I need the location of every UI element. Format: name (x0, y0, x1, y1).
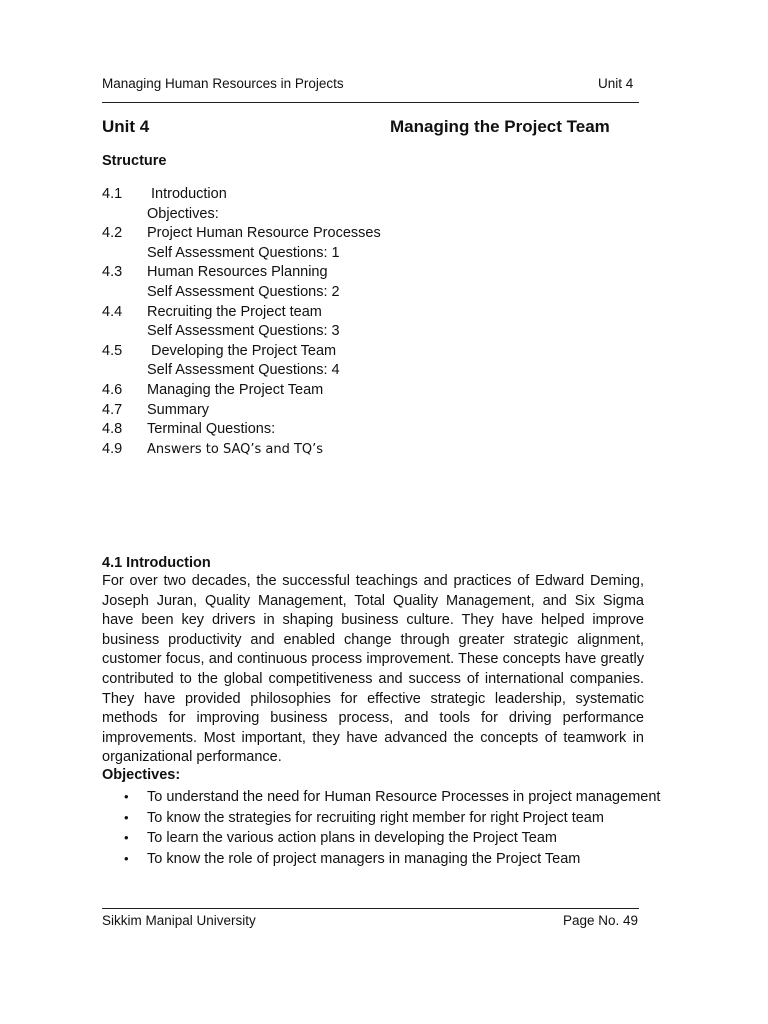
toc-item (102, 224, 622, 244)
toc-number: 4.5 (102, 342, 123, 359)
unit-label: Unit 4 (102, 117, 150, 136)
toc-item (102, 381, 622, 401)
toc-item (102, 401, 622, 421)
footer-university: Sikkim Manipal University (102, 913, 256, 928)
bullet-icon: • (124, 850, 129, 866)
toc-item (102, 185, 622, 205)
toc-item (102, 420, 622, 440)
objective-item (102, 828, 662, 849)
bullet-icon: • (124, 830, 129, 846)
toc-text: Objectives: (147, 205, 219, 222)
objective-text: To understand the need for Human Resource Processes in project management (147, 789, 661, 805)
toc-text: Terminal Questions: (147, 421, 276, 438)
toc-text: Managing the Project Team (147, 381, 324, 398)
objective-text: To know the role of project managers in managing the Project Team (147, 850, 581, 867)
toc-item (102, 361, 622, 381)
toc-item (102, 303, 622, 323)
toc-text: Developing the Project Team (151, 342, 337, 359)
toc-text: Self Assessment Questions: 1 (147, 244, 340, 261)
introduction-paragraph: For over two decades, the successful teachings and practices of Edward Deming, Joseph Juran, Quality Management, Total Quality Management, and Six Sigma have been key drivers in shaping business culture. They have helped improve business productivity and enabled change through greater strategic alignment, customer focus, and continuous process improvement. These concepts have greatly contributed to the global competitiveness and success of international companies. They have provided philosophies for effective strategic leadership, systematic methods for improving business process, and tools for driving performance improvements. Most important, they have advanced the concepts of teamwork in organizational performance. (102, 573, 644, 766)
objective-text: To know the strategies for recruiting right member for right Project team (147, 809, 604, 826)
toc-text: Project Human Resource Processes (147, 225, 381, 242)
toc-number: 4.6 (102, 381, 123, 398)
header-rule (102, 102, 639, 103)
toc-text: Answers to SAQ’s and TQ’s (147, 441, 324, 457)
objective-text: To learn the various action plans in developing the Project Team (147, 830, 558, 847)
page-number: Page No. 49 (563, 913, 639, 928)
toc-number: 4.4 (102, 303, 123, 320)
toc-text: Self Assessment Questions: 2 (147, 283, 340, 300)
objective-item (102, 808, 662, 829)
toc-number: 4.3 (102, 264, 123, 281)
toc-number: 4.9 (102, 440, 123, 457)
toc-text: Self Assessment Questions: 3 (147, 323, 340, 340)
toc-number: 4.1 (102, 186, 123, 202)
table-of-contents (102, 185, 622, 459)
toc-text: Summary (147, 401, 210, 418)
bullet-icon: • (124, 809, 129, 825)
toc-item (102, 263, 622, 283)
toc-number: 4.2 (102, 225, 123, 242)
toc-text: Recruiting the Project team (147, 303, 322, 320)
toc-text: Self Assessment Questions: 4 (147, 362, 340, 379)
running-header-unit: Unit 4 (598, 76, 634, 91)
toc-item (102, 440, 622, 460)
objectives-heading: Objectives: (102, 767, 181, 783)
objectives-list (102, 787, 662, 869)
toc-item (102, 205, 622, 225)
toc-text: Introduction (151, 186, 227, 202)
toc-item (102, 283, 622, 303)
toc-item (102, 244, 622, 264)
unit-title: Managing the Project Team (390, 117, 610, 136)
bullet-icon: • (124, 789, 129, 804)
structure-heading: Structure (102, 153, 167, 169)
running-header-title: Managing Human Resources in Projects (102, 76, 344, 91)
objective-item (102, 787, 662, 808)
toc-item (102, 342, 622, 362)
footer-rule (102, 908, 639, 909)
toc-item (102, 322, 622, 342)
toc-text: Human Resources Planning (147, 264, 328, 281)
objective-item (102, 849, 662, 870)
toc-number: 4.7 (102, 401, 123, 418)
introduction-heading: 4.1 Introduction (102, 555, 211, 571)
toc-number: 4.8 (102, 421, 123, 438)
